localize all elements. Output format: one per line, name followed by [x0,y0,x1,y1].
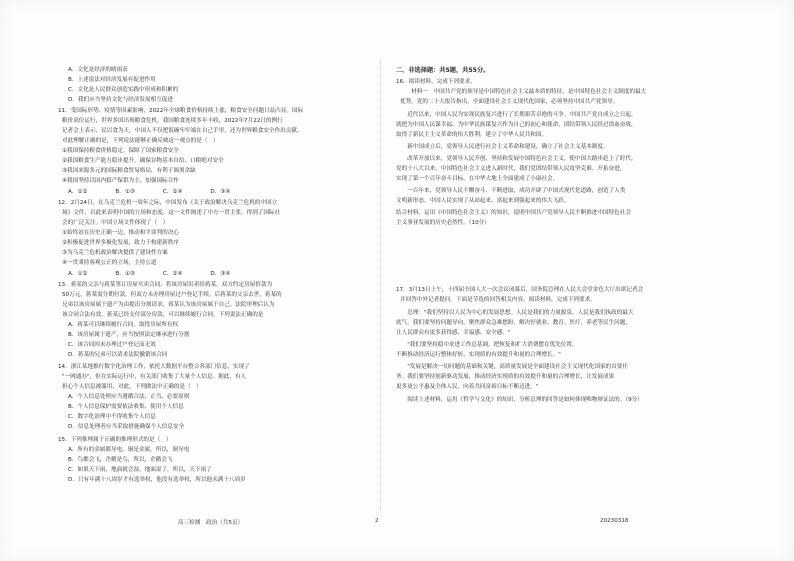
q17-prompt: 并回答中外记者提问。下面是节选的回答相关内容，阅读材料，完成下列要求。 [400,297,596,303]
q11-statement: ①我国保持粮食价格稳定，保障了国家粮食安全 [62,148,179,154]
q16-material: 实现了第一个百年奋斗目标，在中华大地上全面建成了小康社会。 [396,176,559,182]
q12-statement: ②积极促进世界多极化发展，致力于构建新秩序 [62,240,179,246]
q17-material: 总理："我们坚持以人民为中心的发展思想。人民是我们的力量源泉，人民是我们执政的最大 [396,310,634,316]
q16-material: 一百年来，党领导人民不懈奋斗、不断进取，成功开辟了中国式现代化道路，创造了人类 [396,188,626,194]
footer-code: 20230318 [600,518,629,524]
q11-line: 11．受国际形势、疫情等因素影响，2022年全球粮食价格持续上涨，粮食安全问题日益凸显。国际 [58,108,304,114]
q13-line: 13．蒋某的父亲与蒋某签订房屋买卖合同，将该房屋出卖给蒋某，双方约定房屋价款为 [58,282,273,288]
q11-statement: ②我国粮食生产能力稳步提升，确保谷物基本自给、口粮绝对安全 [62,158,224,164]
q14-option-a: A．个人信息处理应当遵循合法、正当、必要原则 [68,394,190,400]
column-divider [380,60,381,510]
q17-material: 更多更公平惠及全体人民，向着共同富裕目标不断迈进。" [396,384,539,390]
q14-option-c: C．数字化治理中不得收集个人信息 [68,414,156,420]
q16-material: 新中国成立后，党领导人民进行社会主义革命和建设，确立了社会主义基本制度。 [396,144,609,150]
q16-prompt: 优势。党的二十大报告指出，全面建设社会主义现代化国家，必须坚持中国共产党领导。 [400,99,619,105]
q12-line: 场》文件，以此来表明中国的立场和态度。这一文件阐述了中方一贯主张，得到了国际社 [62,210,281,216]
q11-options: A．①② B．①③ C．②④ D．③④ [68,189,231,195]
q10-option-c: C．文化是人民群众创造实践中形成和积累的 [68,87,179,93]
q17-task: 阅读上述材料，运用《哲学与文化》的知识，分析总理的回答是如何体现唯物辩证法的。（9分） [396,397,643,403]
q14-option-b: B．个人信息保护需要依法收集、使用个人信息 [68,404,184,410]
q15-option-a: A．所有的金属都导电，铜是金属，所以，铜导电 [68,447,190,453]
q13-option-c: C．该合同因未办理过户登记而无效 [68,342,156,348]
q16-prompt: 16．阅读材料，完成下列要求。 [396,79,476,85]
q13-option-a: A．蒋某可以继续履行合同，取得房屋所有权 [68,322,179,328]
q12-line: 会的广泛关注。中国立场文件体现了（ ） [62,220,169,226]
q10-option-d: D．我们应当坚持文化与经济发展相互促进 [68,97,173,103]
q15-option-c: C．如果天下雨，地面就会湿，地面湿了，所以，天下雨了 [68,467,212,473]
q15-option-d: D．只有年满十八周岁才有选举权，他没有选举权，所以他未满十八周岁 [68,477,246,483]
q16-material: 改革开放以来，党领导人民开创、坚持和发展中国特色社会主义，使中国大踏步赶上了时代。 [396,156,637,162]
q17-material: 不断推动经济运行整体好转，实现质的有效提升和量的合理增长。" [396,352,561,358]
q16-material: 近代以来，中国人民为实现民族复兴进行了长期艰苦卓绝的斗争。中国共产党自成立之日起， [396,112,637,118]
q11-line: 粮价高位运行，世界多国出现粮食危机。我国粮食连续多年丰收，2022年7月22日的例行 [62,118,283,124]
q14-line: 担心个人信息被滥用，对此，下列做法中正确的是（ ） [62,384,202,390]
footer-page-number: 2 [375,518,379,524]
q16-material: 就把为中国人民谋幸福、为中华民族谋复兴作为自己的初心和使命，团结带领人民经过浴血奋战， [396,122,637,128]
q12-statement: ③为乌克兰危机政治解决提供了建设性方案 [62,250,168,256]
q11-line: 对此理解正确的是，下列说法能够正确反映这一观点的是（ ） [62,138,219,144]
q14-line: 14．浙江某地推行数字化治理工作，依托大数据平台整合各部门信息，实现了 [58,364,250,370]
q11-statement: ④我国坚持以国内稳产保供为主，加强国际合作 [62,178,179,184]
q13-option-b: B．该房屋属于遗产，应当按照法定继承进行分割 [68,332,190,338]
q17-material: 务。我们要坚持创新驱动发展，推动经济实现质的有效提升和量的合理增长，让发展成果 [396,374,615,380]
footer-exam-title: 高三检测 政治（共5页） [178,520,244,526]
q12-line: 12．2月24日，在乌克兰危机一周年之际，中国发布《关于政治解决乌克兰危机的中国立 [58,200,278,206]
q11-statement: ③我国来源多元的国际粮食贸易格局，有利于调剂余缺 [62,168,196,174]
q16-task: 结合材料，运用《中国特色社会主义》的知识，说明中国共产党领导人民不断推进中国特色社会 [396,210,631,216]
q15-line: 15．下列推理属于正确的推理形式的是（ ） [58,437,172,443]
q16-prompt: 材料一 中国共产党的领导是中国特色社会主义最本质的特征，是中国特色社会主义制度的最大 [400,89,647,95]
q14-option-d: D．信息处理者应当采取措施确保个人信息安全 [68,424,185,430]
q12-statement: ④一贯秉持客观公正的立场，主持公道 [62,260,157,266]
q16-task: 主义事业发展的历史必然性。（10分） [396,220,490,226]
q17-material: 让人民群众有更多获得感、幸福感、安全感。" [396,330,511,336]
q12-options: A．①② B．①③ C．②④ D．③④ [68,271,231,277]
section-title: 二、非选择题：共5题，共55分。 [396,67,490,74]
q13-line: 兄弟以该房屋属于遗产为由提出分割请求，蒋某认为该房屋属于自己。法院审理后认为 [62,302,275,308]
q15-option-b: B．鸟都会飞，企鹅是鸟，所以，企鹅会飞 [68,457,173,463]
q13-option-d: D．蒋某的兄弟可以请求法院撤销该合同 [68,352,168,358]
q12-statement: ①始终站在历史正确一边，推动和平谈判的决心 [62,230,179,236]
q13-line: 该合同合法有效，蒋某已经支付部分房款，可以继续履行合同。下列说法正确的是 [62,312,264,318]
q14-line: "一网通办"，但在实际运行中，有关部门收集了大量个人信息。据此，有人 [62,374,247,380]
q16-material: 取得了新民主主义革命的伟大胜利，建立了中华人民共和国。 [396,132,548,138]
q13-line: 50万元，蒋某需分期付款，但双方未办理房屋过户登记手续。后蒋某的父亲去世，蒋某的 [62,292,282,298]
q17-material: "发展是解决一切问题的基础和关键，高质量发展是全面建设社会主义现代化国家的首要任 [396,364,628,370]
q10-option-a: A．文化是经济的晴雨表 [68,67,128,73]
q17-material: 底气。我们要坚持问题导向，聚焦群众急难愁盼，解决好就业、教育、医疗、养老等民生问题， [396,320,631,326]
q17-material: "我们要坚持稳中求进工作总基调，把恢复和扩大消费摆在优先位置， [396,342,578,348]
q17-prompt: 17．3月13日上午，十四届全国人大一次会议闭幕后，国务院总理在人民大会堂金色大厅出席记者会 [396,287,644,293]
q16-material: 党的十八大以来，中国特色社会主义进入新时代，我们党团结带领人民攻坚克难、开拓奋进， [396,166,626,172]
q16-material: 文明新形态。中国人民实现了从站起来、富起来到强起来的伟大飞跃。 [396,198,570,204]
q11-line: 记者会上表示，民以食为天。中国人不仅把饭碗牢牢端在自己手里，还为世界粮食安全作出贡献。 [62,128,303,134]
q10-option-b: B．上述说法对经济发展有促进作用 [68,77,156,83]
